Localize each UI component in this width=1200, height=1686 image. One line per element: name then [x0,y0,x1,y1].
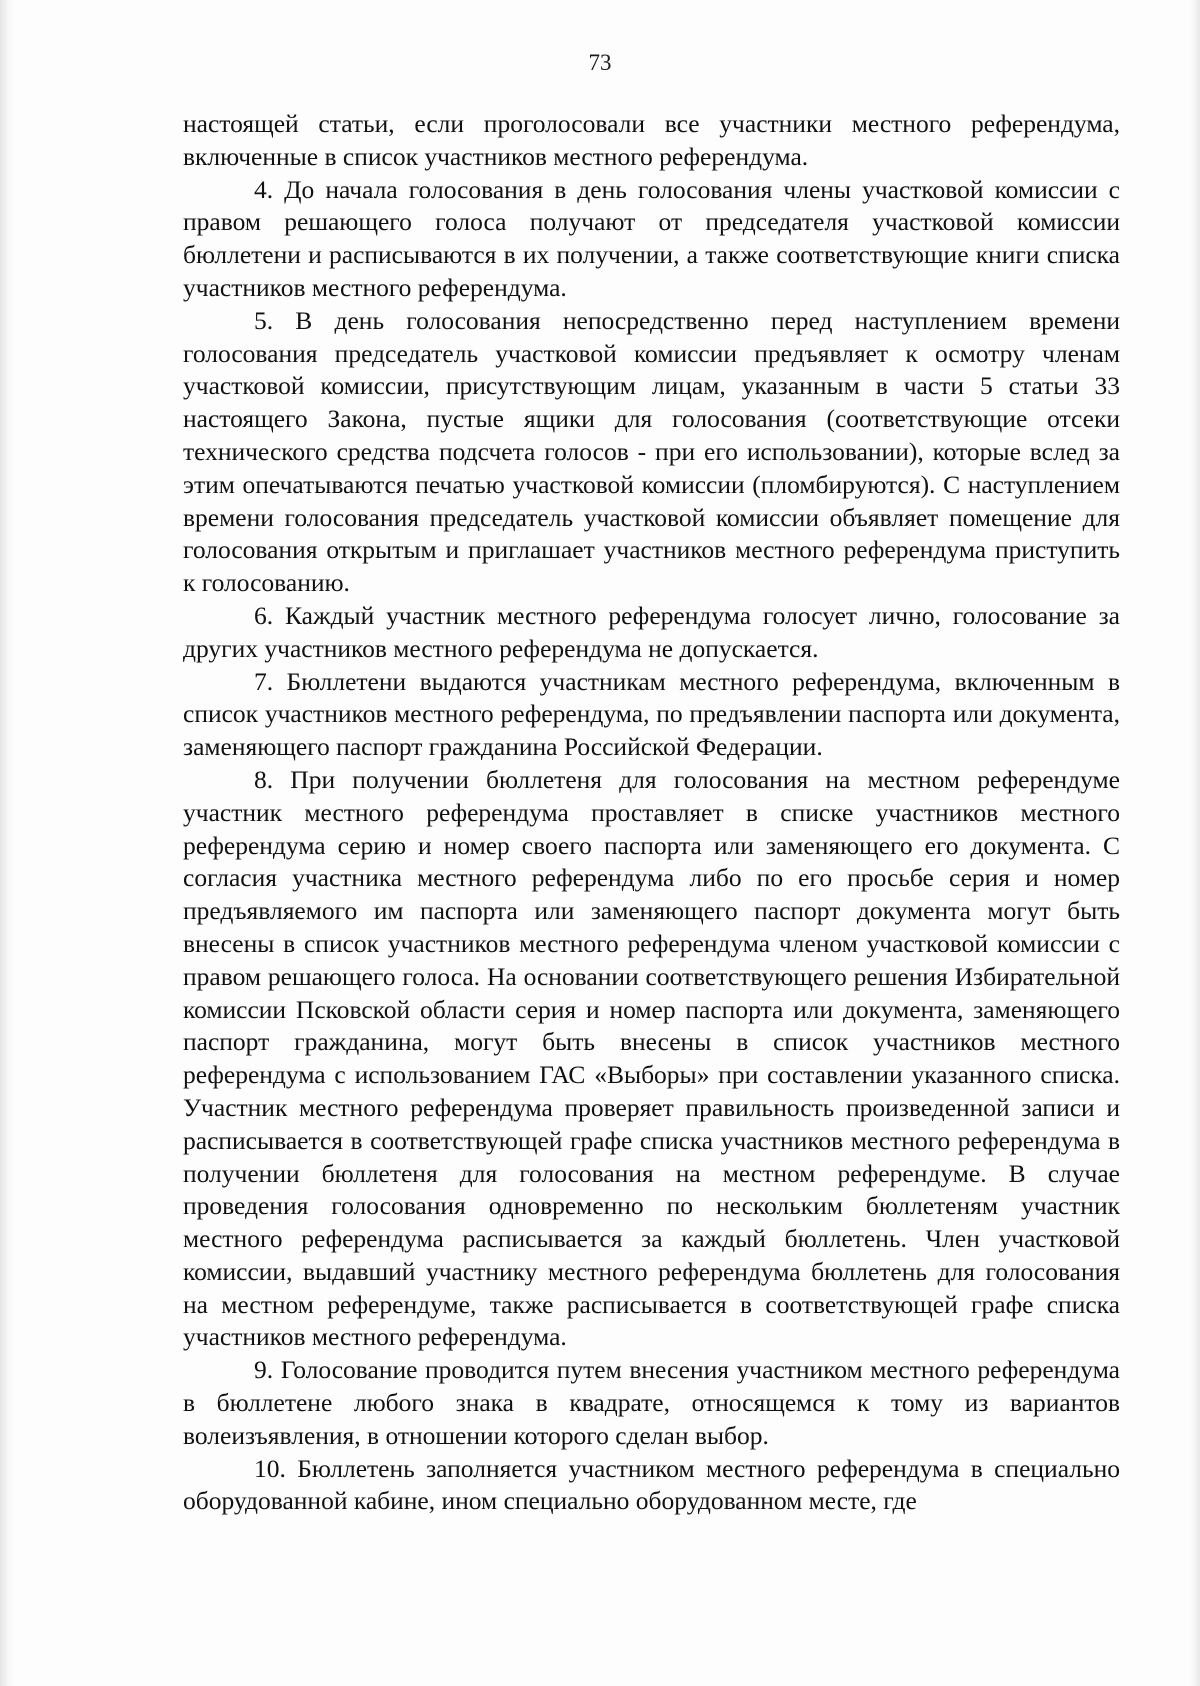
paragraph-10: 10. Бюллетень заполняется участником местного референдума в специально оборудованной кабине, ином специально оборудованном месте, где [183,1453,1120,1516]
scan-edge-left [0,0,14,1686]
scan-edge-right [1190,0,1200,1686]
paragraph-7: 7. Бюллетени выдаются участникам местного референдума, включенным в список участников местного референдума, по предъявлении паспорта или документа, заменяющего паспорт гражданина Российской Федерации. [183,666,1120,762]
document-body [183,108,1120,1518]
page-number: 73 [588,50,612,75]
paragraph-continuation: настоящей статьи, если проголосовали все участники местного референдума, включенные в список участников местного референдума. [183,109,1120,171]
paragraph-8: 8. При получении бюллетеня для голосования на местном референдуме участник местного референдума проставляет в списке участников местного референдума серию и номер своего паспорта или заменяющего его документа. С согласия участника местного референдума либо по его просьбе серия и номер предъявляемого им паспорта или заменяющего паспорт документа могут быть внесены в список участников местного референдума членом участковой комиссии с правом решающего голоса. На основании соответствующего решения Избирательной комиссии Псковской области серия и номер паспорта или документа, заменяющего паспорт гражданина, могут быть внесены в список участников местного референдума с использованием ГАС «Выборы» при составлении указанного списка. Участник местного референдума проверяет правильность произведенной записи и расписывается в соответствующей графе списка участников местного референдума в получении бюллетеня для голосования на местном референдуме. В случае проведения голосования одновременно по нескольким бюллетеням участник местного референдума расписывается за каждый бюллетень. Член участковой комиссии, выдавший участнику местного референдума бюллетень для голосования на местном референдуме, также расписывается в соответствующей графе списка участников местного референдума. [183,764,1120,1352]
paragraph-5: 5. В день голосования непосредственно перед наступлением времени голосования председатель участковой комиссии предъявляет к осмотру членам участковой комиссии, присутствующим лицам, указанным в части 5 статьи 33 настоящего Закона, пустые ящики для голосования (соответствующие отсеки технического средства подсчета голосов - при его использовании), которые вслед за этим опечатываются печатью участковой комиссии (пломбируются). С наступлением времени голосования председатель участковой комиссии объявляет помещение для голосования открытым и приглашает участников местного референдума приступить к голосованию. [183,305,1120,598]
paragraph-9: 9. Голосование проводится путем внесения участником местного референдума в бюллетене любого знака в квадрате, относящемся к тому из вариантов волеизъявления, в отношении которого сделан выбор. [183,1355,1120,1450]
paragraph-4: 4. До начала голосования в день голосования члены участковой комиссии с правом решающего голоса получают от председателя участковой комиссии бюллетени и расписываются в их получении, а также соответствующие книги списка участников местного референдума. [183,174,1120,302]
paragraph-6: 6. Каждый участник местного референдума голосует лично, голосование за других участников местного референдума не допускается. [183,600,1120,663]
